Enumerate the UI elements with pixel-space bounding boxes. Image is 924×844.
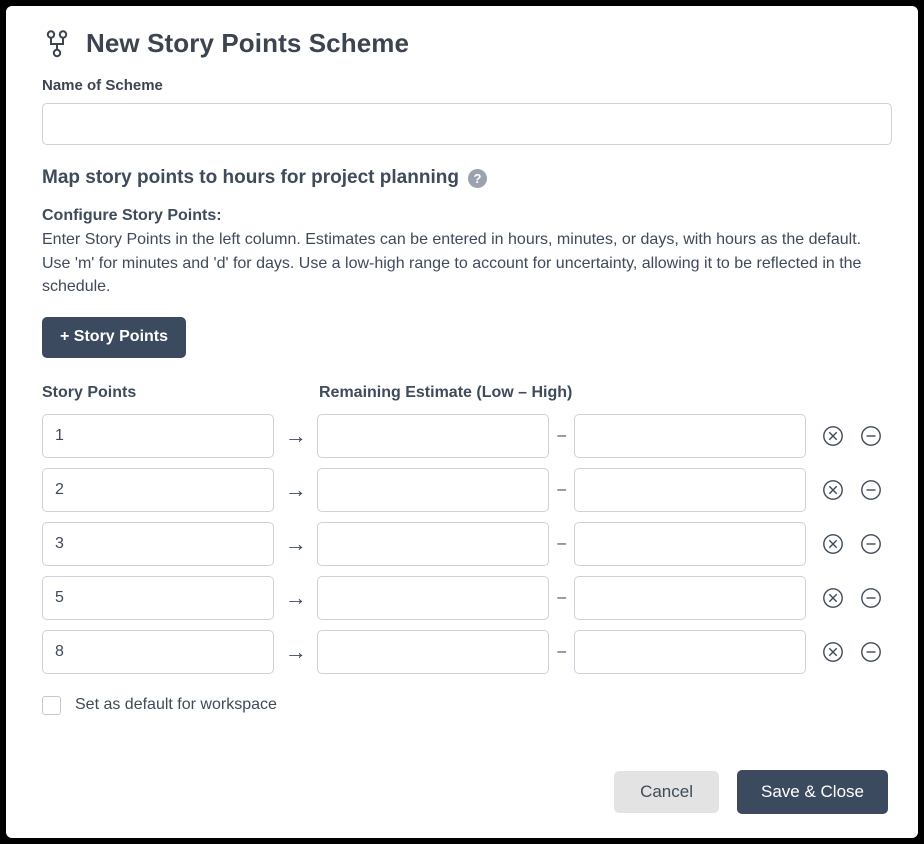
estimate-low-input[interactable] <box>317 630 549 674</box>
configure-story-points-title: Configure Story Points: <box>42 207 222 224</box>
save-and-close-button[interactable]: Save & Close <box>737 770 888 814</box>
column-header-remaining-estimate: Remaining Estimate (Low – High) <box>319 383 573 401</box>
add-story-points-button[interactable]: + Story Points <box>42 317 186 358</box>
story-points-input[interactable] <box>42 522 274 566</box>
story-points-rows <box>42 414 882 674</box>
arrow-icon: → <box>284 422 307 448</box>
estimate-low-input[interactable] <box>317 576 549 620</box>
estimate-high-input[interactable] <box>574 630 806 674</box>
row-actions <box>822 425 882 447</box>
remove-row-icon[interactable] <box>860 641 882 663</box>
arrow-icon: → <box>284 530 307 556</box>
table-row <box>42 522 882 566</box>
clear-row-icon[interactable] <box>822 479 844 501</box>
new-story-points-scheme-dialog <box>6 6 918 838</box>
table-header-row <box>42 384 882 402</box>
arrow-icon: → <box>284 638 307 664</box>
row-actions <box>822 587 882 609</box>
range-dash: – <box>557 642 567 660</box>
row-actions <box>822 479 882 501</box>
configure-story-points-description: Enter Story Points in the left column. Estimates can be entered in hours, minutes, or days, with hours as the default. Use 'm' for minutes and 'd' for days. Use a low-high range to account for uncertainty, allowing it to be reflected in the schedule. <box>42 231 862 296</box>
remove-row-icon[interactable] <box>860 425 882 447</box>
set-default-checkbox[interactable] <box>42 696 61 715</box>
set-default-label: Set as default for workspace <box>75 696 277 714</box>
range-dash: – <box>557 426 567 444</box>
estimate-low-input[interactable] <box>317 522 549 566</box>
dialog-header <box>42 28 882 59</box>
remove-row-icon[interactable] <box>860 479 882 501</box>
estimate-high-input[interactable] <box>574 468 806 512</box>
clear-row-icon[interactable] <box>822 641 844 663</box>
help-icon[interactable]: ? <box>468 169 487 188</box>
remove-row-icon[interactable] <box>860 587 882 609</box>
estimate-low-input[interactable] <box>317 414 549 458</box>
story-points-input[interactable] <box>42 468 274 512</box>
table-row <box>42 576 882 620</box>
estimate-high-input[interactable] <box>574 522 806 566</box>
story-points-input[interactable] <box>42 414 274 458</box>
arrow-icon: → <box>284 584 307 610</box>
column-header-story-points: Story Points <box>42 383 137 401</box>
set-default-row <box>42 696 882 715</box>
table-row <box>42 630 882 674</box>
story-points-input[interactable] <box>42 630 274 674</box>
remove-row-icon[interactable] <box>860 533 882 555</box>
story-points-input[interactable] <box>42 576 274 620</box>
range-dash: – <box>557 588 567 606</box>
map-section-heading <box>42 167 882 189</box>
row-actions <box>822 533 882 555</box>
estimate-high-input[interactable] <box>574 576 806 620</box>
clear-row-icon[interactable] <box>822 425 844 447</box>
map-heading-text: Map story points to hours for project planning <box>42 167 459 188</box>
scheme-name-input[interactable] <box>42 103 892 145</box>
clear-row-icon[interactable] <box>822 533 844 555</box>
estimate-low-input[interactable] <box>317 468 549 512</box>
estimate-high-input[interactable] <box>574 414 806 458</box>
row-actions <box>822 641 882 663</box>
range-dash: – <box>557 534 567 552</box>
dialog-footer <box>614 770 888 814</box>
range-dash: – <box>557 480 567 498</box>
name-of-scheme-label: Name of Scheme <box>42 77 163 94</box>
table-row <box>42 468 882 512</box>
scheme-nodes-icon <box>42 29 72 59</box>
dialog-content <box>6 6 918 715</box>
arrow-icon: → <box>284 476 307 502</box>
table-row <box>42 414 882 458</box>
cancel-button[interactable]: Cancel <box>614 771 719 813</box>
page-title: New Story Points Scheme <box>86 28 410 58</box>
clear-row-icon[interactable] <box>822 587 844 609</box>
